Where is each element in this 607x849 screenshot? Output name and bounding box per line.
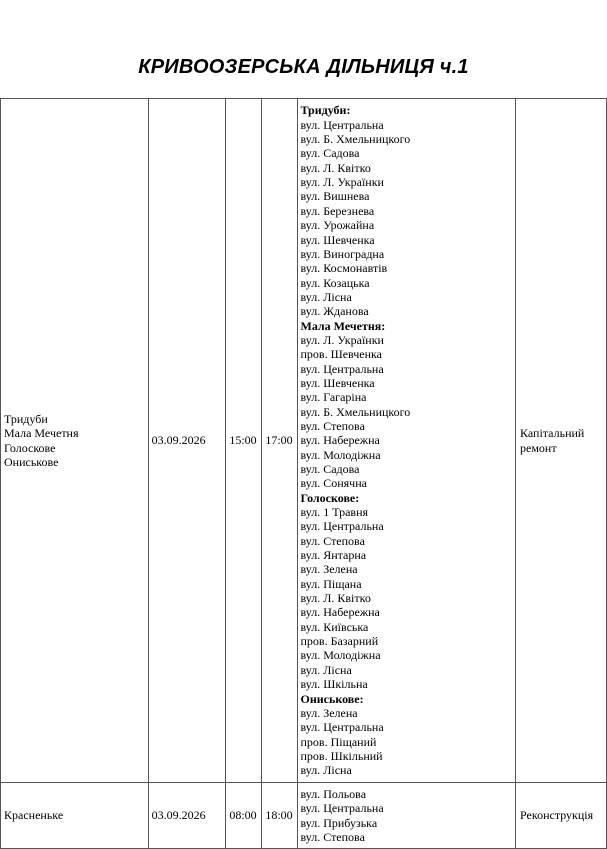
- village-name: Красненьке: [4, 808, 64, 823]
- village-heading: Голоскове:: [300, 490, 360, 505]
- time-to-cell: 18:00: [261, 783, 297, 849]
- table-row: [1, 783, 607, 849]
- street-item: вул. Виноградна: [300, 246, 385, 261]
- village-heading: Мала Мечетня:: [300, 318, 386, 333]
- street-item: вул. Центральна: [300, 117, 384, 132]
- street-item: вул. Центральна: [300, 361, 384, 376]
- date-cell: 03.09.2026: [148, 783, 225, 849]
- street-item: вул. Центральна: [300, 801, 384, 816]
- street-item: вул. Л. Квітко: [300, 160, 371, 175]
- street-item: вул. Лісна: [300, 662, 352, 677]
- street-item: вул. Шевченка: [300, 375, 375, 390]
- work-type-cell: [516, 99, 607, 783]
- street-item: пров. Піщаний: [300, 734, 377, 749]
- street-item: вул. Набережна: [300, 433, 380, 448]
- street-item: вул. Л. Українки: [300, 332, 384, 347]
- street-item: вул. Вишнева: [300, 189, 370, 204]
- work-type-line: ремонт: [520, 440, 557, 455]
- street-item: вул. Польова: [300, 786, 367, 801]
- street-item: вул. Шкільна: [300, 677, 368, 692]
- street-item: вул. Київська: [300, 619, 369, 634]
- village-heading: Тридуби:: [300, 103, 351, 118]
- street-item: вул. Зелена: [300, 562, 358, 577]
- outage-schedule-table: [0, 98, 607, 849]
- street-item: вул. Степова: [300, 829, 365, 844]
- street-item: вул. Прибузька: [300, 815, 378, 830]
- street-item: вул. Центральна: [300, 519, 384, 534]
- street-item: вул. Шевченка: [300, 232, 375, 247]
- street-item: вул. Садова: [300, 146, 360, 161]
- work-type-cell: [516, 783, 607, 849]
- work-type-line: Капітальний: [520, 426, 585, 441]
- street-item: вул. Піщана: [300, 576, 362, 591]
- street-item: вул. Зелена: [300, 705, 358, 720]
- street-item: вул. Степова: [300, 533, 365, 548]
- village-heading: Ониськове:: [300, 691, 364, 706]
- street-item: вул. Космонавтів: [300, 261, 388, 276]
- street-item: вул. Л. Квітко: [300, 591, 371, 606]
- street-item: вул. Урожайна: [300, 218, 375, 233]
- street-item: вул. Набережна: [300, 605, 380, 620]
- time-from-cell: 08:00: [225, 783, 261, 849]
- street-item: вул. Центральна: [300, 720, 384, 735]
- street-item: вул. Гагаріна: [300, 390, 367, 405]
- work-type-line: Реконструкція: [520, 808, 594, 823]
- time-from-cell: 15:00: [225, 99, 261, 783]
- villages-cell: [1, 99, 149, 783]
- villages-cell: [1, 783, 149, 849]
- street-item: вул. Сонячна: [300, 476, 367, 491]
- street-item: вул. Березнева: [300, 203, 375, 218]
- street-item: вул. 1 Травня: [300, 505, 369, 520]
- street-item: вул. Лісна: [300, 289, 352, 304]
- street-item: вул. Жданова: [300, 304, 369, 319]
- street-item: вул. Л. Українки: [300, 175, 384, 190]
- street-item: пров. Шкільний: [300, 748, 383, 763]
- streets-cell: [297, 99, 516, 783]
- street-item: вул. Козацька: [300, 275, 370, 290]
- village-name: Голоскове: [4, 440, 56, 455]
- time-to-cell: 17:00: [261, 99, 297, 783]
- street-item: вул. Степова: [300, 418, 365, 433]
- village-name: Тридуби: [4, 411, 48, 426]
- street-item: пров. Базарний: [300, 634, 379, 649]
- village-name: Ониськове: [4, 454, 59, 469]
- street-item: пров. Шевченка: [300, 347, 382, 362]
- table-row: [1, 99, 607, 783]
- street-item: вул. Б. Хмельницкого: [300, 404, 411, 419]
- street-item: вул. Янтарна: [300, 548, 367, 563]
- page-title: КРИВООЗЕРСЬКА ДІЛЬНИЦЯ ч.1: [138, 56, 469, 78]
- date-cell: 03.09.2026: [148, 99, 225, 783]
- street-item: вул. Б. Хмельницкого: [300, 132, 411, 147]
- street-item: вул. Молодіжна: [300, 447, 381, 462]
- street-item: вул. Молодіжна: [300, 648, 381, 663]
- street-item: вул. Лісна: [300, 763, 352, 778]
- street-item: вул. Садова: [300, 462, 360, 477]
- streets-cell: [297, 783, 516, 849]
- village-name: Мала Мечетня: [4, 426, 79, 441]
